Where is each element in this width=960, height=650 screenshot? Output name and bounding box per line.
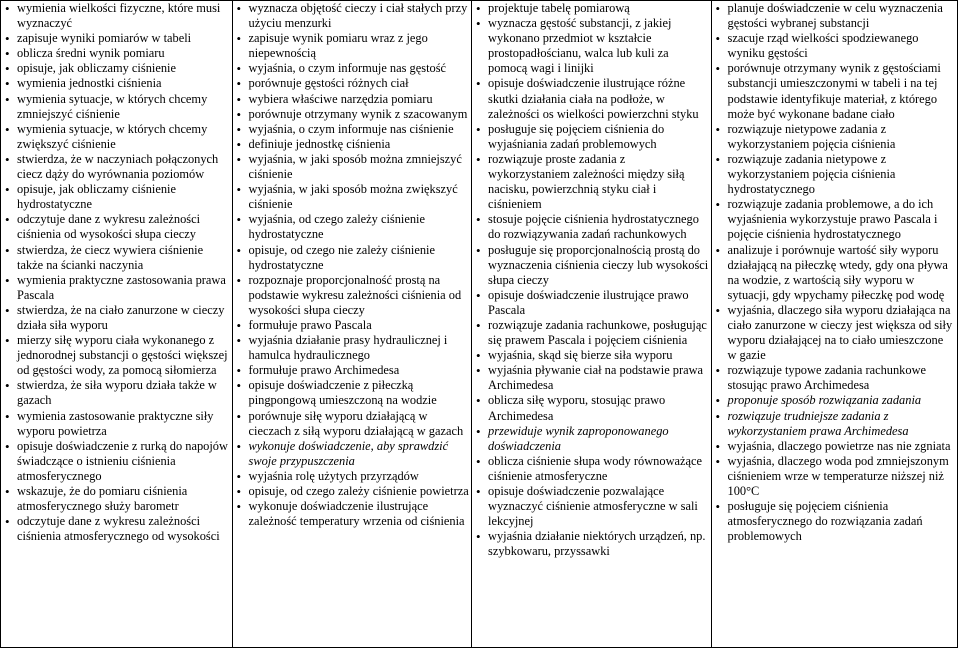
- item-list: [476, 1, 709, 559]
- item-list: [237, 1, 470, 529]
- list-item: [237, 409, 470, 439]
- list-item: [237, 61, 470, 76]
- list-item: [716, 243, 955, 303]
- list-item: [5, 333, 230, 378]
- list-item: [476, 152, 709, 212]
- list-item: [5, 273, 230, 303]
- list-item: [716, 152, 955, 197]
- list-item-text: odczytuje dane z wykresu zależności ciśnienia atmosferycznego od wysokości: [17, 514, 220, 544]
- list-item-text: rozpoznaje proporcjonalność prostą na podstawie wykresu zależności ciśnienia od wysokości słupa cieczy: [248, 272, 462, 317]
- list-item: [716, 363, 955, 393]
- item-list: [5, 1, 230, 544]
- list-item-text: opisuje doświadczenie z rurką do napojów świadczące o istnieniu ciśnienia atmosferycznego: [17, 438, 228, 483]
- list-item-text: rozwiązuje zadania nietypowe z wykorzystaniem pojęcia ciśnienia hydrostatycznego: [727, 151, 896, 197]
- list-item-text: opisuje, od czego nie zależy ciśnienie hydrostatyczne: [248, 242, 435, 272]
- list-item: [237, 212, 470, 242]
- list-item: [5, 409, 230, 439]
- list-item-text: porównuje gęstości różnych ciał: [248, 76, 409, 91]
- list-item: [237, 182, 470, 212]
- list-item-text: rozwiązuje typowe zadania rachunkowe stosując prawo Archimedesa: [727, 363, 927, 393]
- list-item-text: formułuje prawo Archimedesa: [248, 363, 400, 378]
- list-item-text: projektuje tabelę pomiarową: [488, 1, 630, 15]
- list-item-text: wykonuje doświadczenie ilustrujące zależność temperatury wrzenia od ciśnienia: [248, 499, 465, 529]
- list-item-text: odczytuje dane z wykresu zależności ciśnienia od wysokości słupa cieczy: [17, 212, 201, 242]
- list-item-text: wymienia sytuacje, w których chcemy zmniejszyć ciśnienie: [17, 91, 208, 121]
- list-item: [237, 152, 470, 182]
- list-item-text: porównuje otrzymany wynik z gęstościami substancji umieszczonymi w tabeli i na tej podstawie identyfikuje materiał, z którego może być wykonane badane ciało: [727, 61, 941, 121]
- list-item: [237, 484, 470, 499]
- list-item: [476, 454, 709, 484]
- list-item-text: proponuje sposób rozwiązania zadania: [727, 393, 922, 408]
- list-item-text: zapisuje wynik pomiaru wraz z jego niepewnością: [248, 31, 428, 61]
- list-item-text: opisuje, jak obliczamy ciśnienie hydrostatyczne: [17, 182, 176, 212]
- list-item-text: wyjaśnia działanie niektórych urządzeń, np. szybkowaru, przyssawki: [488, 529, 706, 559]
- list-item: [237, 363, 470, 378]
- list-item: [476, 16, 709, 76]
- list-item-text: stwierdza, że na ciało zanurzone w cieczy działa siła wyporu: [17, 302, 225, 332]
- list-item-text: mierzy siłę wyporu ciała wykonanego z jednorodnej substancji o gęstości większej od gęstości wody, za pomocą siłomierza: [17, 333, 228, 378]
- list-item-text: wymienia wielkości fizyczne, które musi wyznaczyć: [17, 1, 221, 31]
- list-item: [716, 393, 955, 408]
- list-item-text: wybiera właściwe narzędzia pomiaru: [248, 91, 433, 106]
- list-item-text: wyjaśnia, w jaki sposób można zmniejszyć ciśnienie: [248, 151, 462, 182]
- list-item: [716, 31, 955, 61]
- list-item: [716, 122, 955, 152]
- list-item: [476, 424, 709, 454]
- list-item-text: rozwiązuje proste zadania z wykorzystaniem zależności między siłą nacisku, powierzchnią styku ciał i ciśnieniem: [488, 151, 685, 212]
- list-item-text: rozwiązuje zadania rachunkowe, posługując się prawem Pascala i pojęciem ciśnienia: [488, 317, 707, 348]
- list-item-text: przewiduje wynik zaproponowanego doświadczenia: [488, 423, 669, 453]
- list-item-text: wyjaśnia, dlaczego siła wyporu działająca na ciało zanurzone w cieczy jest większa od siły wyporu działającej na to ciało umieszczone w gazie: [727, 302, 953, 363]
- list-item: [476, 76, 709, 121]
- list-item: [716, 303, 955, 363]
- list-item: [237, 122, 470, 137]
- list-item: [5, 76, 230, 91]
- list-item: [5, 1, 230, 31]
- list-item: [476, 484, 709, 529]
- list-item-text: wskazuje, że do pomiaru ciśnienia atmosferycznego służy barometr: [17, 484, 188, 514]
- list-item: [476, 318, 709, 348]
- list-item: [237, 333, 470, 363]
- list-item: [237, 243, 470, 273]
- list-item: [5, 303, 230, 333]
- list-item: [237, 137, 470, 152]
- list-item-text: definiuje jednostkę ciśnienia: [248, 136, 391, 151]
- list-item-text: opisuje doświadczenie ilustrujące różne skutki działania ciała na podłoże, w zależności os wielkości powierzchni styku: [488, 76, 699, 121]
- list-item: [5, 152, 230, 182]
- list-item: [237, 92, 470, 107]
- list-item: [5, 212, 230, 242]
- column-3: [472, 1, 712, 647]
- list-item: [5, 122, 230, 152]
- list-item-text: wymienia zastosowanie praktyczne siły wyporu powietrza: [17, 408, 214, 438]
- list-item: [476, 363, 709, 393]
- list-item: [5, 378, 230, 408]
- list-item-text: wymienia jednostki ciśnienia: [17, 76, 162, 91]
- list-item-text: wyjaśnia pływanie ciał na podstawie prawa Archimedesa: [488, 363, 704, 393]
- list-item-text: rozwiązuje trudniejsze zadania z wykorzystaniem prawa Archimedesa: [727, 408, 909, 438]
- list-item-text: wyjaśnia, dlaczego woda pod zmniejszonym ciśnieniem wrze w temperaturze niższej niż 100°C: [727, 453, 949, 498]
- column-1: [1, 1, 233, 647]
- list-item: [716, 1, 955, 31]
- list-item-text: stwierdza, że siła wyporu działa także w gazach: [17, 378, 217, 408]
- list-item: [237, 378, 470, 408]
- list-item-text: opisuje doświadczenie z piłeczką pingpongową umieszczoną na wodzie: [248, 378, 437, 408]
- list-item-text: wyjaśnia, skąd się bierze siła wyporu: [488, 348, 673, 363]
- list-item-text: wyznacza gęstość substancji, z jakiej wykonano przedmiot w kształcie prostopadłościanu, walca lub kuli za pomocą wagi i linijki: [488, 16, 672, 76]
- list-item: [476, 393, 709, 423]
- list-item: [237, 318, 470, 333]
- list-item-text: wyjaśnia, dlaczego powietrze nas nie zgniata: [727, 438, 951, 453]
- list-item: [5, 182, 230, 212]
- list-item: [716, 439, 955, 454]
- list-item-text: wyjaśnia działanie prasy hydraulicznej i hamulca hydraulicznego: [248, 333, 448, 363]
- list-item: [716, 409, 955, 439]
- list-item: [476, 529, 709, 559]
- list-item: [237, 107, 470, 122]
- list-item-text: oblicza ciśnienie słupa wody równoważące ciśnienie atmosferyczne: [488, 453, 703, 483]
- list-item-text: szacuje rząd wielkości spodziewanego wyniku gęstości: [727, 31, 919, 61]
- list-item-text: analizuje i porównuje wartość siły wyporu działającą na piłeczkę wtedy, gdy ona pływa na wodzie, z wartością siły wyporu w sytuacji, gdy wpychamy piłeczkę pod wodę: [727, 242, 948, 302]
- list-item-text: oblicza średni wynik pomiaru: [17, 46, 165, 61]
- list-item-text: wykonuje doświadczenie, aby sprawdzić swoje przypuszczenia: [248, 438, 449, 468]
- list-item: [476, 348, 709, 363]
- list-item: [5, 92, 230, 122]
- list-item: [237, 1, 470, 31]
- list-item-text: wyjaśnia, o czym informuje nas ciśnienie: [248, 121, 454, 136]
- list-item-text: wyznacza objętość cieczy i ciał stałych przy użyciu menzurki: [248, 1, 468, 31]
- list-item-text: posługuje się pojęciem ciśnienia atmosferycznego do rozwiązania zadań problemowych: [727, 499, 923, 544]
- list-item-text: zapisuje wyniki pomiarów w tabeli: [17, 31, 192, 46]
- list-item: [476, 122, 709, 152]
- list-item: [5, 484, 230, 514]
- list-item: [716, 454, 955, 499]
- list-item: [476, 243, 709, 288]
- list-item-text: formułuje prawo Pascala: [248, 317, 372, 332]
- column-2: [233, 1, 473, 647]
- list-item: [5, 31, 230, 46]
- list-item-text: opisuje doświadczenie ilustrujące prawo Pascala: [488, 287, 689, 317]
- list-item-text: porównuje otrzymany wynik z szacowanym: [248, 106, 468, 121]
- list-item: [5, 243, 230, 273]
- item-list: [716, 1, 955, 544]
- list-item: [716, 197, 955, 242]
- list-item-text: stwierdza, że w naczyniach połączonych ciecz dąży do wyrównania poziomów: [17, 151, 219, 182]
- list-item: [716, 499, 955, 544]
- list-item: [476, 1, 709, 16]
- list-item: [716, 61, 955, 121]
- list-item-text: porównuje siłę wyporu działającą w cieczach z siłą wyporu działającą w gazach: [248, 408, 464, 438]
- list-item-text: planuje doświadczenie w celu wyznaczenia gęstości wybranej substancji: [727, 1, 943, 31]
- column-4: [712, 1, 957, 647]
- list-item-text: wyjaśnia, od czego zależy ciśnienie hydrostatyczne: [248, 212, 426, 242]
- list-item: [237, 499, 470, 529]
- list-item-text: posługuje się pojęciem ciśnienia do wyjaśniania zadań problemowych: [488, 121, 665, 151]
- list-item-text: opisuje doświadczenie pozwalające wyznaczyć ciśnienie atmosferyczne w sali lekcyjnej: [488, 484, 698, 529]
- list-item-text: wyjaśnia, w jaki sposób można zwiększyć ciśnienie: [248, 182, 458, 212]
- list-item-text: opisuje, jak obliczamy ciśnienie: [17, 61, 176, 76]
- list-item: [5, 46, 230, 61]
- list-item-text: stwierdza, że ciecz wywiera ciśnienie także na ścianki naczynia: [17, 242, 204, 272]
- list-item: [5, 61, 230, 76]
- list-item-text: wyjaśnia rolę użytych przyrządów: [248, 468, 419, 483]
- list-item: [5, 514, 230, 544]
- list-item: [5, 439, 230, 484]
- list-item: [237, 273, 470, 318]
- list-item: [237, 439, 470, 469]
- list-item: [237, 469, 470, 484]
- list-item-text: oblicza siłę wyporu, stosując prawo Archimedesa: [488, 393, 666, 423]
- list-item-text: wymienia praktyczne zastosowania prawa Pascala: [17, 272, 226, 302]
- list-item-text: rozwiązuje nietypowe zadania z wykorzystaniem pojęcia ciśnienia: [727, 121, 896, 151]
- list-item: [476, 288, 709, 318]
- list-item-text: posługuje się proporcjonalnością prostą do wyznaczenia ciśnienia cieczy lub wysokości słupa cieczy: [488, 242, 709, 287]
- list-item: [237, 31, 470, 61]
- list-item: [237, 76, 470, 91]
- list-item-text: rozwiązuje zadania problemowe, a do ich wyjaśnienia wykorzystuje prawo Pascala i pojęcie ciśnienia hydrostatycznego: [727, 197, 938, 242]
- list-item-text: opisuje, od czego zależy ciśnienie powietrza: [248, 484, 469, 498]
- list-item-text: stosuje pojęcie ciśnienia hydrostatycznego do rozwiązywania zadań rachunkowych: [488, 212, 699, 242]
- list-item-text: wyjaśnia, o czym informuje nas gęstość: [248, 61, 447, 76]
- list-item: [476, 212, 709, 242]
- list-item-text: wymienia sytuacje, w których chcemy zwiększyć ciśnienie: [17, 121, 208, 151]
